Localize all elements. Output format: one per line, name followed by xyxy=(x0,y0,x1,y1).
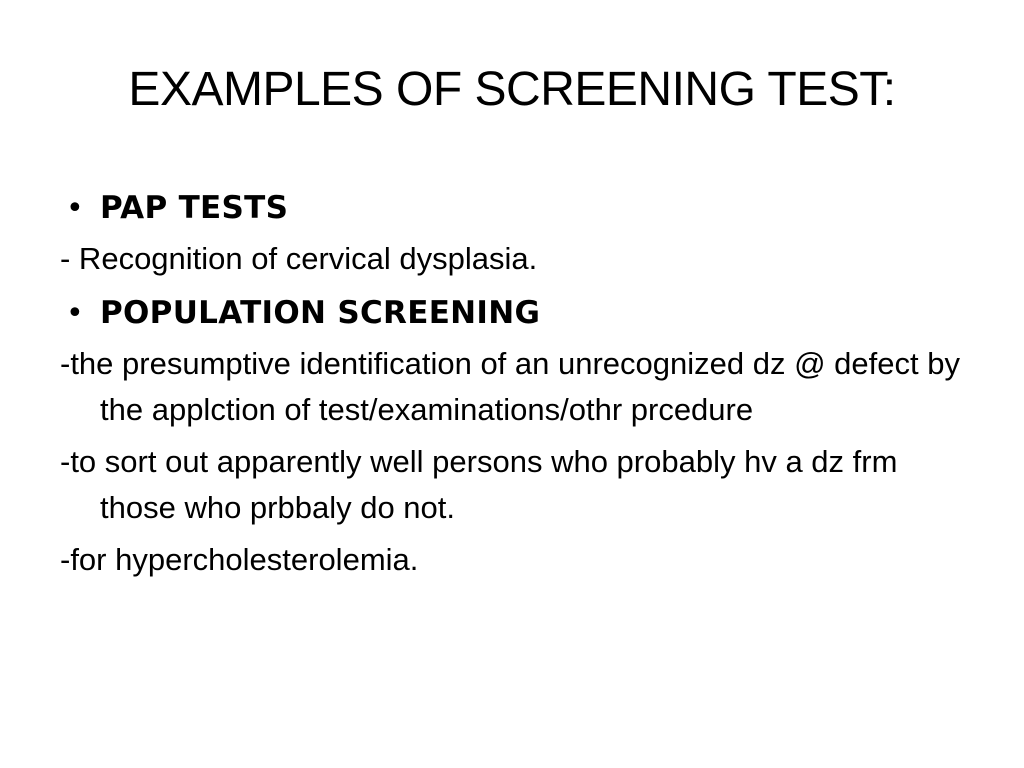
bullet-item-pap-tests xyxy=(60,183,960,234)
bullet-icon: • xyxy=(66,191,84,226)
bullet-heading: PAP TESTS xyxy=(100,190,289,226)
bullet-icon: • xyxy=(66,296,84,331)
detail-hypercholesterolemia: -for hypercholesterolemia. xyxy=(60,542,419,577)
detail-cervical-dysplasia: - Recognition of cervical dysplasia. xyxy=(60,241,538,276)
detail-presumptive-identification: -the presumptive identification of an unrecognized dz @ defect by the applction of test/examinations/othr prcedure xyxy=(60,346,960,427)
bullet-item-population-screening xyxy=(60,288,960,339)
bullet-heading: POPULATION SCREENING xyxy=(100,295,541,331)
detail-sort-out-persons: -to sort out apparently well persons who probably hv a dz frm those who prbbaly do not. xyxy=(60,444,898,525)
slide-title: EXAMPLES OF SCREENING TEST: xyxy=(128,63,896,116)
slide-content xyxy=(60,183,960,589)
